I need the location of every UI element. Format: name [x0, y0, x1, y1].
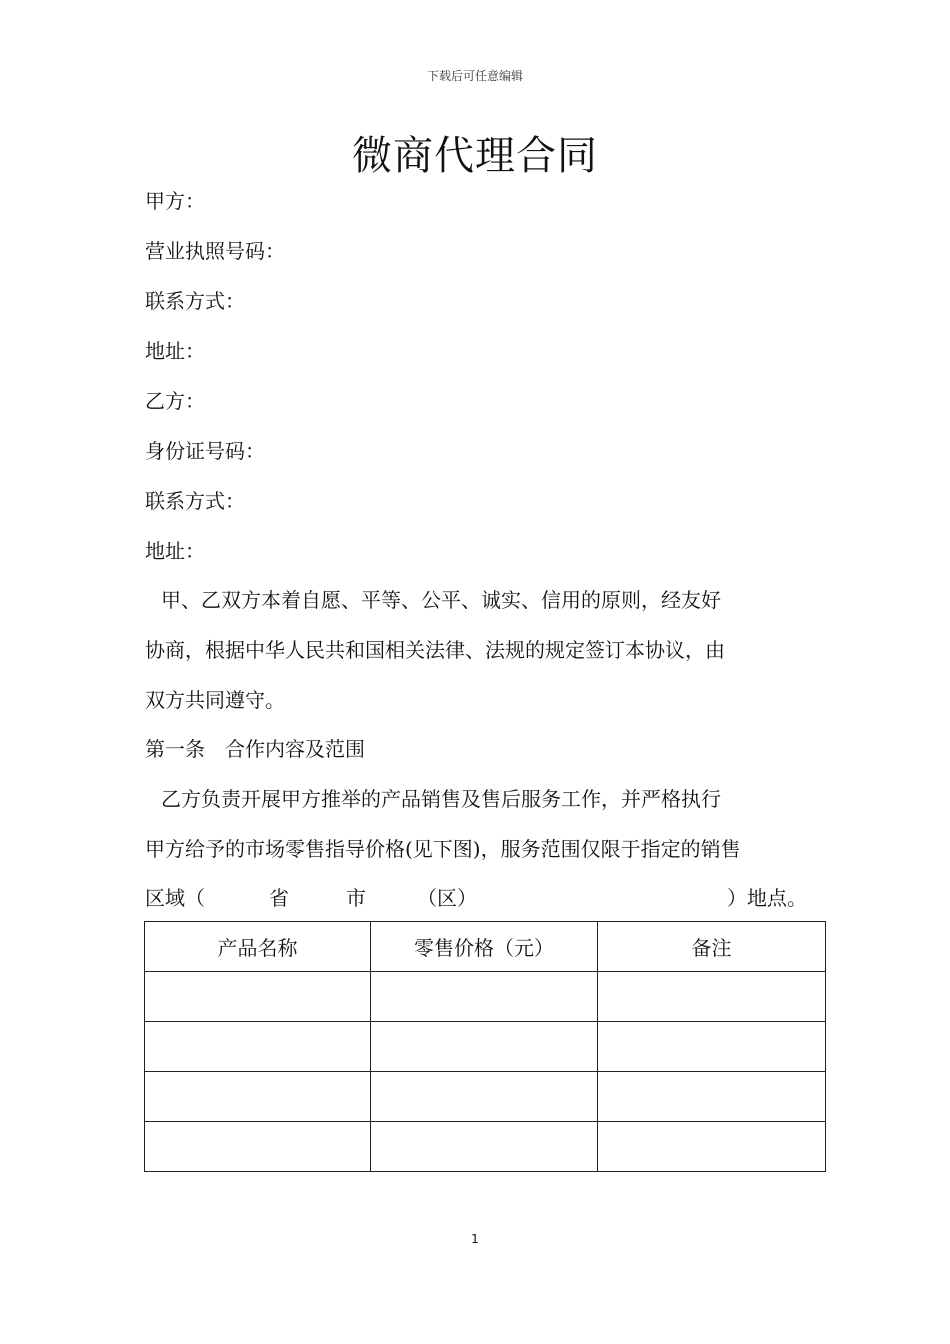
table-header-row	[145, 922, 826, 972]
preamble-line: 甲、乙双方本着自愿、平等、公平、诚实、信用的原则，经友好	[161, 588, 721, 612]
column-header-retail-price: 零售价格（元）	[371, 922, 598, 972]
table-cell	[598, 1022, 826, 1072]
contract-title: 微商代理合同	[352, 133, 598, 179]
party-b-contact-label: 联系方式：	[145, 489, 245, 513]
region-district-label: （区）	[417, 886, 477, 910]
column-header-product-name: 产品名称	[145, 922, 371, 972]
region-suffix: ）地点。	[727, 886, 807, 910]
table-row	[145, 1022, 826, 1072]
table-cell	[145, 1072, 371, 1122]
sales-region-line	[145, 884, 825, 912]
preamble-line: 协商，根据中华人民共和国相关法律、法规的规定签订本协议，由	[145, 638, 725, 662]
party-a-address-label: 地址：	[145, 339, 205, 363]
preamble-line: 双方共同遵守。	[145, 688, 285, 712]
retail-price-table	[144, 921, 826, 1172]
region-province-label: 省	[269, 886, 289, 910]
table-row	[145, 972, 826, 1022]
table-cell	[145, 1022, 371, 1072]
header-note: 下载后可任意编辑	[426, 69, 523, 83]
party-a-name-label: 甲方：	[145, 189, 205, 213]
table-cell	[371, 1122, 598, 1172]
table-cell	[145, 1122, 371, 1172]
table-cell	[371, 1022, 598, 1072]
party-a-contact-label: 联系方式：	[145, 289, 245, 313]
article1-body-line: 乙方负责开展甲方推举的产品销售及售后服务工作，并严格执行	[161, 787, 721, 811]
table-row	[145, 1122, 826, 1172]
table-cell	[371, 972, 598, 1022]
region-city-label: 市	[346, 886, 366, 910]
page-number: 1	[471, 1232, 479, 1246]
table-row	[145, 1072, 826, 1122]
table-cell	[598, 972, 826, 1022]
article1-body-line: 甲方给予的市场零售指导价格(见下图)，服务范围仅限于指定的销售	[145, 837, 741, 861]
party-b-id-label: 身份证号码：	[145, 439, 265, 463]
party-a-license-label: 营业执照号码：	[145, 239, 285, 263]
party-b-name-label: 乙方：	[145, 389, 205, 413]
region-prefix: 区域（	[145, 886, 205, 910]
column-header-remarks: 备注	[598, 922, 826, 972]
party-b-address-label: 地址：	[145, 539, 205, 563]
table-cell	[371, 1072, 598, 1122]
table-cell	[145, 972, 371, 1022]
table-cell	[598, 1122, 826, 1172]
table-cell	[598, 1072, 826, 1122]
article1-heading: 第一条 合作内容及范围	[145, 737, 365, 761]
